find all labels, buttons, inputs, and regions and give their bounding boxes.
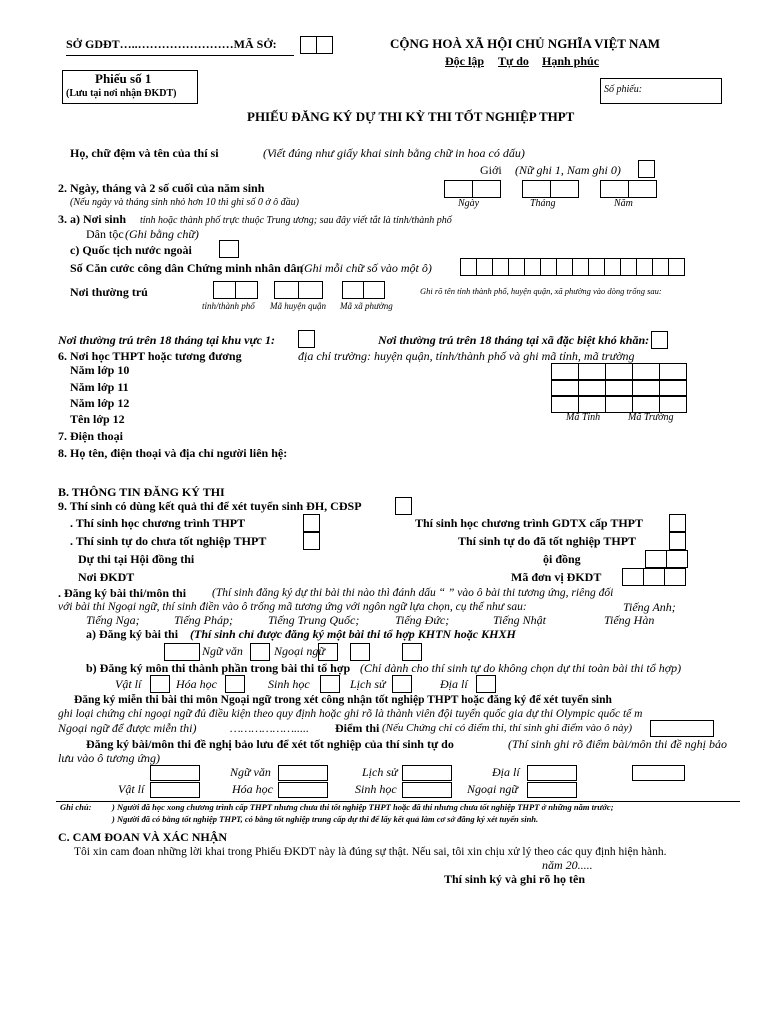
bao-luu-note2: lưu vào ô tương ứng) xyxy=(58,751,161,765)
bao-luu-note1: (Thí sinh ghi rõ điểm bài/môn thi đề nghị bảo xyxy=(508,737,727,751)
nam-boxes[interactable] xyxy=(600,180,656,198)
bl-vat-li-label: Vật lí xyxy=(118,782,145,796)
noi-hoc-label: 6. Nơi học THPT hoặc tương đương xyxy=(58,349,242,363)
cccd-note: (Ghi mỗi chữ số vào một ô) xyxy=(300,261,432,275)
tinh-caption: tỉnh/thành phố xyxy=(202,301,255,311)
gioi-box[interactable] xyxy=(638,160,654,178)
so-gddt-underline xyxy=(66,55,294,56)
mien-thi-note1: ghi loại chứng chỉ ngoại ngữ đủ điều kiện theo quy định hoặc ghi rõ là thành viên đội tuyển quốc gia dự thi Olympic quốc tế m xyxy=(58,708,643,720)
tieng-nga: Tiếng Nga; xyxy=(86,613,140,627)
bl-hoa-hoc-label: Hóa học xyxy=(232,782,273,796)
bl-dia-li-label: Địa lí xyxy=(492,765,520,779)
b-hoa-hoc-box[interactable] xyxy=(225,675,244,693)
lop10-label: Năm lớp 10 xyxy=(70,363,130,377)
ma-tinh-caption: Mã Tỉnh xyxy=(566,412,601,423)
q9-label: 9. Thí sinh có dùng kết quả thi để xét tuyển sinh ĐH, CĐSP xyxy=(58,499,362,513)
lop11-label: Năm lớp 11 xyxy=(70,380,129,394)
gioi-note: (Nữ ghi 1, Nam ghi 0) xyxy=(515,163,621,177)
country-name: CỘNG HOÀ XÃ HỘI CHỦ NGHĨA VIỆT NAM xyxy=(390,36,661,51)
huyen-boxes[interactable] xyxy=(274,281,322,299)
b-sinh-hoc-box[interactable] xyxy=(320,675,339,693)
dien-thoai-label: 7. Điện thoại xyxy=(58,429,124,443)
oi-dong-label: ội đồng xyxy=(543,552,581,566)
bl-hoa-hoc-box[interactable] xyxy=(278,782,328,798)
section-c-title: C. CAM ĐOAN VÀ XÁC NHẬN xyxy=(58,830,228,844)
dk-bai-thi-note2: với bài thi Ngoại ngữ, thí sinh điền vào ô trống mã tương ứng với ngôn ngữ lựa chọn, cụ thể như sau: xyxy=(58,601,527,613)
dan-toc-label: Dân tộc xyxy=(86,227,124,241)
motto-3: Hạnh phúc xyxy=(542,54,600,68)
bl-sinh-hoc-label: Sinh học xyxy=(355,782,397,796)
ct-thpt-box[interactable] xyxy=(303,514,319,532)
nguoi-lien-he-label: 8. Họ tên, điện thoại và địa chỉ người liên hệ: xyxy=(58,446,288,460)
so-phieu-label: Số phiếu: xyxy=(604,84,643,95)
cccd-label: Số Căn cước công dân Chứng minh nhân dân xyxy=(70,261,304,275)
thuong-tru-note: Ghi rõ tên tỉnh thành phố, huyện quận, xã phường vào dòng trống sau: xyxy=(420,286,662,296)
ngay-boxes[interactable] xyxy=(444,180,500,198)
bao-luu-label: Đăng ký bài/môn thi đề nghị bảo lưu để xét tốt nghiệp của thí sinh tự do xyxy=(86,737,454,751)
noi-hoc-note: địa chỉ trường: huyện quận, tỉnh/thành phố và ghi mã tỉnh, mã trường xyxy=(298,349,635,363)
ghi-chu-2: ) Người đã có bằng tốt nghiệp THPT, có bằng tốt nghiệp trung cấp dự thi để lấy kết quả làm cơ sở đăng ký xét tuyển sinh. xyxy=(112,814,539,824)
xa-boxes[interactable] xyxy=(342,281,384,299)
form-title: PHIẾU ĐĂNG KÝ DỰ THI KỲ THI TỐT NGHIỆP THPT xyxy=(247,109,575,124)
bl-ngoai-ngu-box[interactable] xyxy=(527,782,577,798)
b-vat-li-box[interactable] xyxy=(150,675,169,693)
bl-extra-box-2[interactable] xyxy=(632,765,685,781)
xa-caption: Mã xã phường xyxy=(340,301,393,311)
a-ngu-van-label: Ngữ văn xyxy=(202,644,243,658)
b-mon-thi-note: (Chỉ dành cho thí sinh tự do không chọn dự thi toàn bài thi tổ hợp) xyxy=(360,661,682,675)
td-chua-label: . Thí sinh tự do chưa tốt nghiệp THPT xyxy=(70,534,267,548)
section-b-title: B. THÔNG TIN ĐĂNG KÝ THI xyxy=(58,485,225,499)
cccd-boxes[interactable] xyxy=(460,258,684,276)
a-bai-thi-note: (Thí sinh chỉ được đăng ký một bài thi tổ hợp KHTN hoặc KHXH xyxy=(190,627,516,641)
dbkk-label: Nơi thường trú trên 18 tháng tại xã đặc biệt khó khăn: xyxy=(378,333,650,347)
tieng-tq: Tiếng Trung Quốc; xyxy=(268,613,360,627)
ngay-sinh-note: (Nếu ngày và tháng sinh nhỏ hơn 10 thì ghi số 0 ở ô đầu) xyxy=(70,197,299,208)
tinh-boxes[interactable] xyxy=(213,281,257,299)
hd-thi-label: Dự thi tại Hội đồng thi xyxy=(78,552,195,566)
a-ngoai-ngu-label: Ngoại ngữ xyxy=(274,644,325,658)
dbkk-box[interactable] xyxy=(651,331,667,349)
a-bai-thi-label: a) Đăng ký bài thi xyxy=(86,627,179,641)
thuong-tru-label: Nơi thường trú xyxy=(70,285,148,299)
ten-lop12-label: Tên lớp 12 xyxy=(70,412,125,426)
nam-caption: Năm xyxy=(614,198,633,209)
ho-ten-note: (Viết đúng như giấy khai sinh bằng chữ in hoa có dấu) xyxy=(263,146,525,160)
mien-thi-note2: Ngoại ngữ để được miễn thi) xyxy=(58,721,197,735)
tieng-nhat: Tiếng Nhật xyxy=(493,613,547,627)
bl-extra-box[interactable] xyxy=(150,765,200,781)
ghi-chu-1: ) Người đã học xong chương trình cấp THPT nhưng chưa thi tốt nghiệp THPT hoặc đã thi nhưng chưa tốt nghiệp THPT ở những năm trước; xyxy=(112,802,614,812)
quoc-tich-box[interactable] xyxy=(219,240,238,258)
ho-ten-label: Họ, chữ đệm và tên của thí si xyxy=(70,146,219,160)
quoc-tich-label: c) Quốc tịch nước ngoài xyxy=(70,243,192,257)
kv1-label: Nơi thường trú trên 18 tháng tại khu vực 1: xyxy=(58,333,275,347)
ngay-sinh-label: 2. Ngày, tháng và 2 số cuối của năm sinh xyxy=(58,181,265,195)
bl-ngu-van-label: Ngữ văn xyxy=(230,765,271,779)
dk-bai-thi-label: . Đăng ký bài thi/môn thi xyxy=(58,586,187,600)
diem-thi-label: Điểm thi xyxy=(335,721,380,735)
bl-ngoai-ngu-label: Ngoại ngữ xyxy=(467,782,518,796)
q9-box[interactable] xyxy=(395,497,411,515)
lop12-label: Năm lớp 12 xyxy=(70,396,130,410)
noi-sinh-label: 3. a) Nơi sinh xyxy=(58,212,126,226)
td-da-label: Thí sinh tự do đã tốt nghiệp THPT xyxy=(458,534,637,548)
b-lich-su-label: Lịch sử xyxy=(350,677,386,691)
phieu-note: (Lưu tại nơi nhận ĐKDT) xyxy=(66,88,177,99)
b-dia-li-label: Địa lí xyxy=(440,677,468,691)
mien-thi-dots[interactable]: ………………..... xyxy=(230,721,310,735)
a-extra-box[interactable] xyxy=(164,643,199,661)
kv1-box[interactable] xyxy=(298,330,314,348)
ct-thpt-label: . Thí sinh học chương trình THPT xyxy=(70,516,246,530)
ct-gdtx-label: Thí sinh học chương trình GDTX cấp THPT xyxy=(415,516,644,530)
bl-sinh-hoc-box[interactable] xyxy=(402,782,452,798)
gioi-label: Giới xyxy=(480,163,502,177)
td-da-box[interactable] xyxy=(669,532,685,550)
diem-thi-note: (Nếu Chứng chỉ có điểm thi, thí sinh ghi điểm vào ô này) xyxy=(382,722,633,734)
tieng-han: Tiếng Hàn xyxy=(604,613,655,627)
bl-lich-su-label: Lịch sử xyxy=(362,765,398,779)
ct-gdtx-box[interactable] xyxy=(669,514,685,532)
dk-bai-thi-note1: (Thí sinh đăng ký dự thi bài thi nào thì đánh dấu “ ” vào ô bài thi tương ứng, riêng đối xyxy=(212,587,614,599)
dan-toc-note: (Ghi bằng chữ) xyxy=(125,227,199,241)
bl-vat-li-box[interactable] xyxy=(150,782,200,798)
cam-doan-text: Tôi xin cam đoan những lời khai trong Phiếu ĐKDT này là đúng sự thật. Nếu sai, tôi xin chịu xử lý theo các quy định hiện hành. xyxy=(74,846,667,858)
b-sinh-hoc-label: Sinh học xyxy=(268,677,310,691)
lop12-boxes[interactable] xyxy=(551,395,686,413)
b-hoa-hoc-label: Hóa học xyxy=(176,677,217,691)
td-chua-box[interactable] xyxy=(303,532,319,550)
thang-boxes[interactable] xyxy=(522,180,578,198)
b-lich-su-box[interactable] xyxy=(392,675,411,693)
phieu-so-label: Phiếu số 1 xyxy=(95,71,152,86)
sign-label: Thí sinh ký và ghi rõ họ tên xyxy=(444,872,586,886)
tieng-duc: Tiếng Đức; xyxy=(395,613,450,627)
noi-sinh-note: tỉnh hoặc thành phố trực thuộc Trung ương; sau đây viết tắt là tỉnh/thành phố xyxy=(140,215,452,226)
mien-thi-label: Đăng ký miễn thi bài thi môn Ngoại ngữ trong xét công nhận tốt nghiệp THPT hoặc đăng ký để xét tuyển sinh xyxy=(74,694,612,706)
a-ngu-van-box[interactable] xyxy=(250,643,269,661)
a-khxh-box[interactable] xyxy=(402,643,421,661)
noi-dkdt-label: Nơi ĐKDT xyxy=(78,570,135,584)
tieng-phap: Tiếng Pháp; xyxy=(174,613,233,627)
tieng-anh: Tiếng Anh; xyxy=(623,600,676,614)
bl-ngu-van-box[interactable] xyxy=(278,765,328,781)
so-gddt-label: SỞ GDĐT…..……………………MÃ SỞ: xyxy=(66,37,277,51)
b-vat-li-label: Vật lí xyxy=(115,677,142,691)
bl-dia-li-box[interactable] xyxy=(527,765,577,781)
ma-don-vi-boxes[interactable] xyxy=(622,568,685,586)
hd-thi-boxes[interactable] xyxy=(645,550,687,568)
b-dia-li-box[interactable] xyxy=(476,675,495,693)
ma-so-boxes[interactable] xyxy=(300,36,332,54)
huyen-caption: Mã huyện quận xyxy=(270,301,326,311)
ngay-caption: Ngày xyxy=(458,198,480,209)
date-line: năm 20..... xyxy=(542,858,593,872)
thang-caption: Tháng xyxy=(530,198,556,209)
a-khtn-box[interactable] xyxy=(350,643,369,661)
b-mon-thi-label: b) Đăng ký môn thi thành phần trong bài thi tổ hợp xyxy=(86,661,351,675)
bl-lich-su-box[interactable] xyxy=(402,765,452,781)
motto-2: Tự do xyxy=(498,54,529,68)
ghi-chu-label: Ghi chú: xyxy=(60,802,92,812)
diem-thi-box[interactable] xyxy=(650,720,714,737)
motto-1: Độc lập xyxy=(445,54,484,68)
ma-truong-caption: Mã Trường xyxy=(628,412,674,423)
ma-don-vi-label: Mã đơn vị ĐKDT xyxy=(511,570,602,584)
a-ngoai-ngu-box[interactable] xyxy=(318,643,337,661)
